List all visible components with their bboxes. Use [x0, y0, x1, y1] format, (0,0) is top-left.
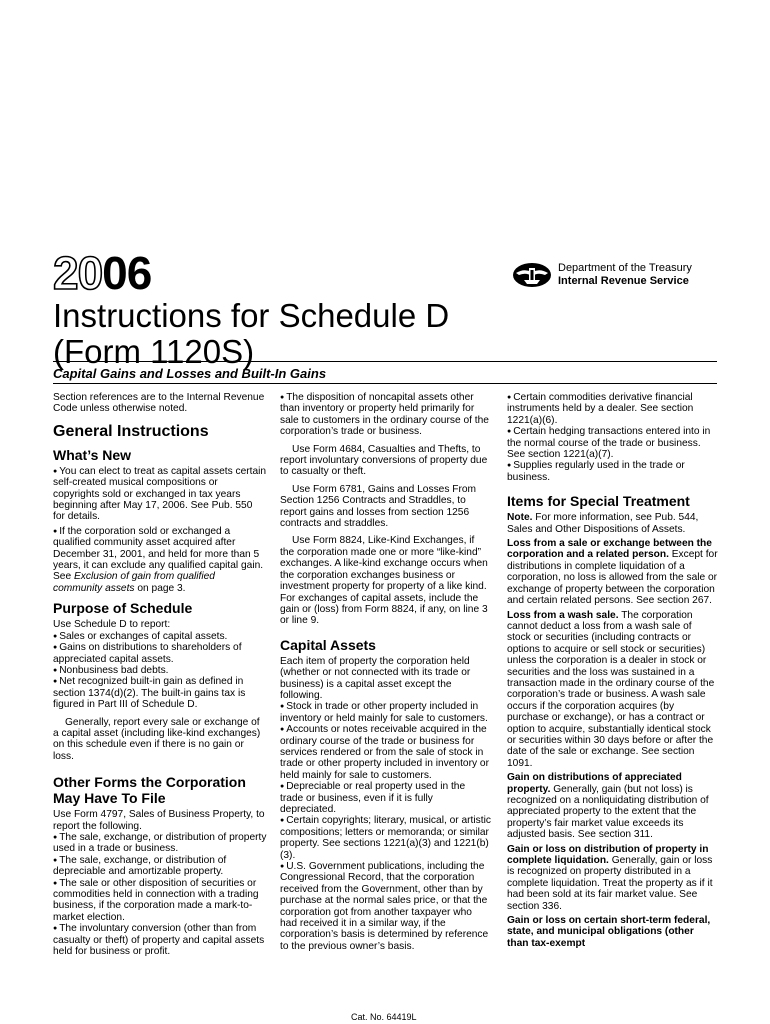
section-note: Section references are to the Internal Revenue Code unless otherwise noted.: [53, 392, 265, 415]
capital-asset-exception-5: ● U.S. Government publications, including the Congressional Record, that the corporation received from the Government, other than by purchase at the normal sales price, or that the corporation got from another taxpayer who had received it in a similar way, if the corporation’s basis is determined by reference to the previous owner’s basis.: [280, 861, 491, 952]
form-8824-paragraph: Use Form 8824, Like-Kind Exchanges, if the corporation made one or more “like-kind” exchanges. A like-kind exchange occurs when the corporation exchanges business or investment property for property of a like kind. For exchanges of capital assets, include the gain or (loss) from Form 8824, if any, on line 3 or line 9.: [280, 535, 488, 627]
generally-paragraph: Generally, report every sale or exchange of a capital asset (including like-kind exchanges) on this schedule even if there is no gain or loss.: [53, 716, 261, 762]
year-solid-digits: 06: [102, 247, 152, 299]
heading-capital-assets: Capital Assets: [280, 636, 376, 653]
capital-assets-intro: Each item of property the corporation held (whether or not connected with its trade or business) is a capital asset except the following.: [280, 655, 471, 701]
complete-liquidation-paragraph: Gain or loss on distribution of property in complete liquidation. Generally, gain or loss is recognized on property distributed in a complete liquidation. Treat the property as if it had been sold at its fair market value. See section 336.: [507, 843, 713, 912]
wash-sale-paragraph: Loss from a wash sale. The corporation cannot deduct a loss from a wash sale of stock or securities (including contracts or options to acquire or sell stock or securities) unless the corporation is a dealer in stock or securities and the loss was sustained in a transaction made in the ordinary course of the corporation’s trade or business. A wash sale occurs if the corporation acquires (by purchase or exchange), or has a contract or option to acquire, substantially identical stock or securities within 30 days before or after the date of the sale or exchange. See section 1091.: [507, 609, 715, 769]
form-4797-item-2: ● The sale, exchange, or distribution of depreciable and amortizable property.: [53, 855, 267, 878]
dept-irs: Internal Revenue Service: [558, 275, 689, 287]
year-hollow-digits: 20: [53, 247, 103, 299]
capital-asset-exception-6: ● Certain commodities derivative financial instruments held by a dealer. See section 1221(a)(6).: [507, 392, 718, 426]
column-3: [507, 392, 718, 952]
capital-asset-exception-2: ● Accounts or notes receivable acquired in the ordinary course of the trade or business for services rendered or from the sale of stock in trade or other property included in inventory or held mainly for sale to customers.: [280, 724, 491, 781]
form-4797-item-3: ● The sale or other disposition of securities or commodities held in connection with a trading business, if the corporation made a mark-to-market election.: [53, 878, 267, 924]
form-year: [53, 247, 152, 299]
purpose-item-1: ● Sales or exchanges of capital assets.: [53, 631, 267, 642]
dept-treasury: Department of the Treasury: [558, 262, 692, 274]
capital-asset-exception-3: ● Depreciable or real property used in the trade or business, even if it is fully depreciated.: [280, 781, 491, 815]
form-4797-item-5: ● The disposition of noncapital assets other than inventory or property held primarily for sale to customers in the ordinary course of the corporation’s trade or business.: [280, 392, 491, 438]
title-line-1: Instructions for Schedule D: [53, 297, 450, 334]
form-4797-item-4: ● The involuntary conversion (other than from casualty or theft) of property and capital assets held for business or profit.: [53, 923, 267, 957]
form-4797-item-1: ● The sale, exchange, or distribution of property used in a trade or business.: [53, 832, 267, 855]
column-1: [53, 392, 267, 960]
purpose-item-4: ● Net recognized built-in gain as defined in section 1374(d)(2). The built-in gains tax is figured in Part III of Schedule D.: [53, 676, 267, 710]
purpose-item-2: ● Gains on distributions to shareholders of appreciated capital assets.: [53, 642, 267, 665]
whats-new-item-2: ● If the corporation sold or exchanged a qualified community asset acquired after December 31, 2001, and held for more than 5 years, it can exclude any qualified capital gain. See Exclusion of gain from qualified community assets on page 3.: [53, 526, 267, 594]
department-header: [512, 262, 692, 288]
title-rule: [53, 361, 717, 362]
note-paragraph: Note. For more information, see Pub. 544, Sales and Other Dispositions of Assets.: [507, 512, 699, 535]
capital-asset-exception-7: ● Certain hedging transactions entered into in the normal course of the trade or business. See section 1221(a)(7).: [507, 426, 718, 460]
capital-asset-exception-8: ● Supplies regularly used in the trade or business.: [507, 460, 718, 483]
short-term-obligations-paragraph: Gain or loss on certain short-term federal, state, and municipal obligations (other than tax-exempt: [507, 915, 711, 949]
subtitle-rule: [53, 383, 717, 384]
page-subtitle: Capital Gains and Losses and Built-In Gains: [53, 366, 327, 381]
exclusion-reference: Exclusion of gain from qualified community assets: [53, 571, 215, 594]
heading-whats-new: What’s New: [53, 446, 132, 463]
heading-other-forms: Other Forms the Corporation May Have To File: [53, 774, 246, 807]
related-person-paragraph: Loss from a sale or exchange between the corporation and a related person. Except for distributions in complete liquidation of a corporation, no loss is allowed from the sale or exchange of property between the corporation and certain related persons. See section 267.: [507, 538, 718, 607]
appreciated-property-paragraph: Gain on distributions of appreciated property. Generally, gain (but not loss) is recognized on a nonliquidating distribution of appreciated property to the extent that the property’s fair market value exceeds its adjusted basis. See section 311.: [507, 772, 709, 841]
capital-asset-exception-4: ● Certain copyrights; literary, musical, or artistic compositions; letters or memoranda; or similar property. See sections 1221(a)(3) and 1221(b)(3).: [280, 815, 491, 861]
page-title: [53, 298, 449, 370]
form-6781-paragraph: Use Form 6781, Gains and Losses From Section 1256 Contracts and Straddles, to report gains and losses from section 1256 contracts and straddles.: [280, 483, 477, 530]
irs-seal-icon: [512, 262, 552, 288]
form-4684-paragraph: Use Form 4684, Casualties and Thefts, to report involuntary conversions of property due to casualty or theft.: [280, 443, 488, 478]
purpose-intro: Use Schedule D to report:: [53, 619, 171, 631]
title-line-2: (Form 1120S): [53, 333, 255, 370]
heading-purpose: Purpose of Schedule: [53, 600, 193, 617]
heading-special-treatment: Items for Special Treatment: [507, 493, 690, 510]
purpose-item-3: ● Nonbusiness bad debts.: [53, 665, 267, 676]
catalog-number: Cat. No. 64419L: [351, 1012, 417, 1022]
whats-new-item-1: ● You can elect to treat as capital assets certain self-created musical compositions or copyrights sold or exchanged in tax years beginning after May 17, 2006. See Pub. 550 for details.: [53, 466, 267, 523]
capital-asset-exception-1: ● Stock in trade or other property included in inventory or held mainly for sale to customers.: [280, 701, 491, 724]
heading-general-instructions: General Instructions: [53, 422, 209, 440]
column-2: [280, 392, 491, 955]
form-4797-intro: Use Form 4797, Sales of Business Property, to report the following.: [53, 809, 265, 832]
